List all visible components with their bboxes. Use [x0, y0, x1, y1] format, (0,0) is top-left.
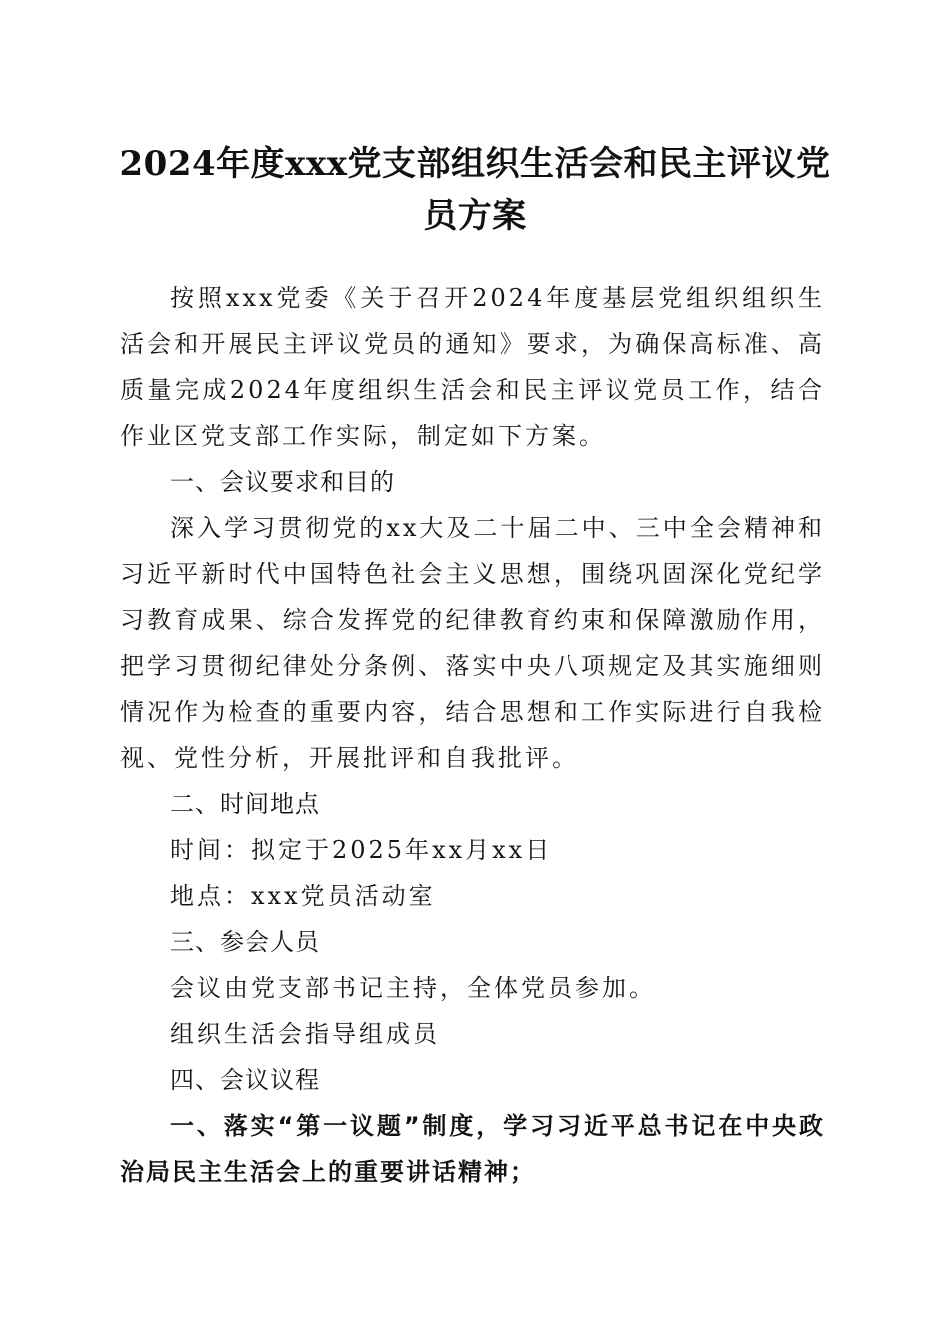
agenda-item-1: 一、落实“第一议题”制度，学习习近平总书记在中央政治局民主生活会上的重要讲话精神； [120, 1112, 825, 1186]
requirements-paragraph: 深入学习贯彻党的xx大及二十届二中、三中全会精神和习近平新时代中国特色社会主义思想，围绕巩固深化党纪学习教育成果、综合发挥党的纪律教育约束和保障激励作用，把学习贯彻纪律处分条例、落实中央八项规定及其实施细则情况作为检查的重要内容，结合思想和工作实际进行自我检视、党性分析，开展批评和自我批评。 [120, 514, 825, 772]
meeting-place: 地点：xxx党员活动室 [170, 882, 436, 910]
section-heading-time-place: 二、时间地点 [170, 790, 320, 818]
meeting-time: 时间：拟定于2025年xx月xx日 [170, 836, 553, 864]
title-line-1: 2024年度xxx党支部组织生活会和民主评议党 [119, 144, 831, 184]
document-title [110, 138, 840, 242]
document-body [120, 275, 825, 1195]
section-heading-attendees: 三、参会人员 [170, 928, 320, 956]
section-heading-agenda: 四、会议议程 [170, 1066, 320, 1094]
attendees-line-2: 组织生活会指导组成员 [170, 1020, 440, 1048]
section-heading-requirements: 一、会议要求和目的 [170, 468, 395, 496]
title-line-2: 员方案 [423, 196, 527, 236]
attendees-line-1: 会议由党支部书记主持，全体党员参加。 [170, 974, 656, 1002]
intro-paragraph: 按照xxx党委《关于召开2024年度基层党组织组织生活会和开展民主评议党员的通知》要求，为确保高标准、高质量完成2024年度组织生活会和民主评议党员工作，结合作业区党支部工作实际，制定如下方案。 [120, 284, 825, 450]
